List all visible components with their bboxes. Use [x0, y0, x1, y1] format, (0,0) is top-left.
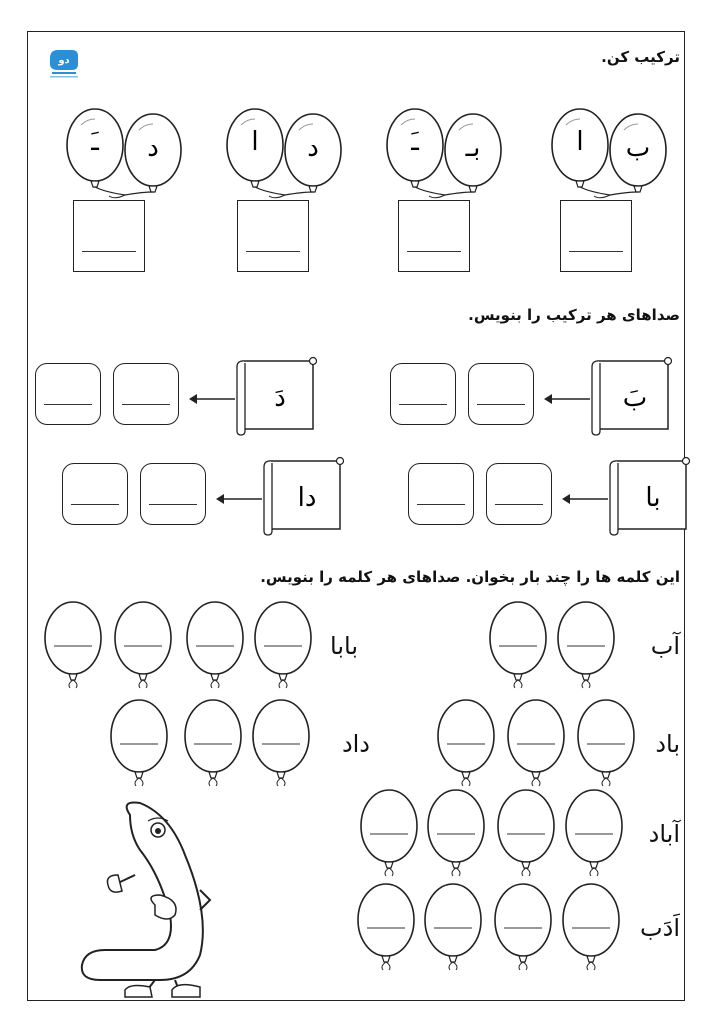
arrow-left-icon	[214, 493, 264, 505]
arrow-left-icon	[560, 493, 610, 505]
reading-word: اَدَب	[640, 914, 680, 942]
balloon-string	[269, 195, 285, 198]
answer-box[interactable]	[140, 463, 206, 525]
answer-line	[44, 404, 92, 405]
answer-box[interactable]	[560, 200, 632, 272]
reading-word: آب	[650, 632, 680, 660]
balloon-pair	[552, 109, 666, 198]
answer-box[interactable]	[35, 363, 101, 425]
scroll-syllable: دا	[297, 483, 317, 513]
oval-balloon-icon[interactable]	[435, 698, 497, 788]
answer-box[interactable]	[62, 463, 128, 525]
answer-line	[71, 504, 119, 505]
balloon-pair	[387, 109, 501, 198]
pair-letter-right: ب	[625, 133, 651, 163]
balloon-string	[594, 195, 610, 198]
balloon-string	[95, 187, 153, 195]
answer-line	[149, 504, 197, 505]
answer-line	[82, 251, 136, 252]
oval-balloon-icon[interactable]	[425, 788, 487, 878]
scroll-icon	[590, 355, 675, 437]
oval-balloon-icon[interactable]	[112, 600, 174, 690]
scroll-syllable: بَ	[622, 383, 648, 413]
section2-title: صداهای هر ترکیب را بنویس.	[468, 306, 680, 324]
pair-letter-right: بـ	[465, 133, 481, 163]
oval-balloon-icon[interactable]	[42, 600, 104, 690]
oval-balloon-icon[interactable]	[355, 882, 417, 972]
answer-box[interactable]	[398, 200, 470, 272]
scroll-icon	[235, 355, 320, 437]
pair-letter-left: ـَ	[91, 127, 99, 157]
oval-balloon-icon[interactable]	[422, 882, 484, 972]
section3-title: این کلمه ها را چند بار بخوان. صداهای هر کلمه را بنویس.	[260, 568, 680, 586]
svg-text:دو: دو	[58, 55, 70, 66]
arrow-left-icon	[542, 393, 592, 405]
oval-balloon-icon[interactable]	[555, 600, 617, 690]
balloon-string	[255, 187, 313, 195]
answer-line	[407, 251, 461, 252]
answer-line	[417, 504, 465, 505]
oval-balloon-icon[interactable]	[563, 788, 625, 878]
answer-box[interactable]	[73, 200, 145, 272]
pair-letter-right: د	[147, 133, 159, 163]
pair-letter-left: ا	[576, 127, 584, 157]
publisher-logo-icon	[44, 44, 84, 82]
oval-balloon-icon[interactable]	[358, 788, 420, 878]
answer-line	[477, 404, 525, 405]
balloon-pair	[67, 109, 181, 198]
scroll-syllable: با	[645, 483, 661, 513]
reading-word: بابا	[330, 632, 358, 660]
reading-word: داد	[341, 730, 370, 758]
answer-box[interactable]	[237, 200, 309, 272]
oval-balloon-icon[interactable]	[492, 882, 554, 972]
answer-box[interactable]	[113, 363, 179, 425]
oval-balloon-icon[interactable]	[250, 698, 312, 788]
oval-balloon-icon[interactable]	[108, 698, 170, 788]
reading-word: آباد	[648, 820, 680, 848]
pair-letter-left: ـَ	[411, 127, 419, 157]
section1-title: ترکیب کن.	[601, 48, 680, 66]
oval-balloon-icon[interactable]	[184, 600, 246, 690]
answer-line	[495, 504, 543, 505]
reading-word: باد	[655, 730, 680, 758]
answer-box[interactable]	[408, 463, 474, 525]
balloon-pair	[227, 109, 341, 198]
answer-line	[246, 251, 300, 252]
answer-line	[122, 404, 170, 405]
oval-balloon-icon[interactable]	[487, 600, 549, 690]
oval-balloon-icon[interactable]	[182, 698, 244, 788]
scroll-icon	[608, 455, 693, 537]
balloon-string	[429, 195, 445, 198]
answer-line	[569, 251, 623, 252]
scroll-syllable: دَ	[274, 383, 286, 413]
pair-letter-right: د	[307, 133, 319, 163]
pair-letter-left: ا	[251, 127, 259, 157]
answer-box[interactable]	[486, 463, 552, 525]
oval-balloon-icon[interactable]	[495, 788, 557, 878]
balloon-string	[580, 187, 638, 195]
answer-box[interactable]	[468, 363, 534, 425]
letter-d-character-icon	[60, 795, 260, 1000]
balloon-string	[109, 195, 125, 198]
oval-balloon-icon[interactable]	[575, 698, 637, 788]
oval-balloon-icon[interactable]	[505, 698, 567, 788]
answer-line	[399, 404, 447, 405]
scroll-icon	[262, 455, 347, 537]
arrow-left-icon	[187, 393, 237, 405]
oval-balloon-icon[interactable]	[252, 600, 314, 690]
oval-balloon-icon[interactable]	[560, 882, 622, 972]
balloon-string	[415, 187, 473, 195]
answer-box[interactable]	[390, 363, 456, 425]
